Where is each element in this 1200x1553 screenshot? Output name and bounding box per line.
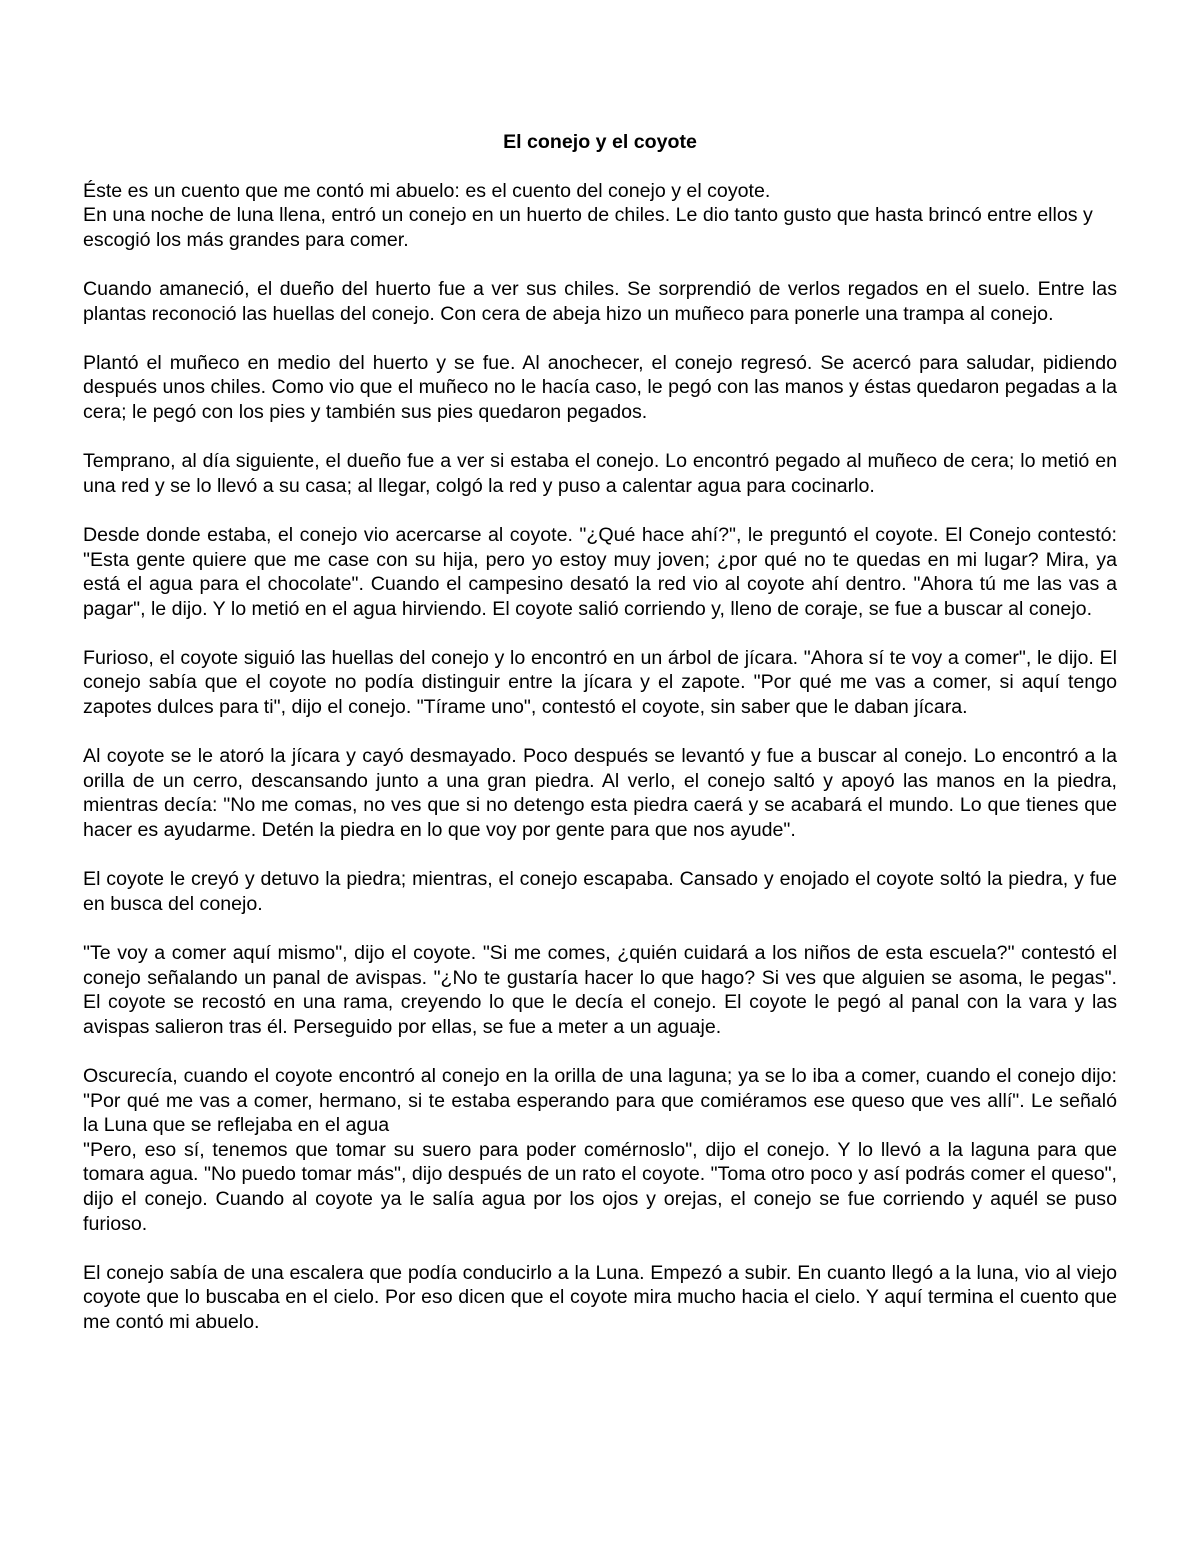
paragraph-suelta-piedra: El coyote le creyó y detuvo la piedra; mientras, el conejo escapaba. Cansado y enojado el coyote soltó la piedra, y fue en busca del conejo.: [83, 868, 1117, 915]
document-title: El conejo y el coyote: [503, 131, 697, 153]
paragraph-intro: Éste es un cuento que me contó mi abuelo: es el cuento del conejo y el coyote.: [83, 179, 771, 202]
paragraph-jicara: Furioso, el coyote siguió las huellas del conejo y lo encontró en un árbol de jícara. "Ahora sí te voy a comer", le dijo. El conejo sabía que el coyote no podía distinguir entre la jícara y el zapote. "Por qué me vas a comer, si aquí tengo zapotes dulces para ti", dijo el conejo. "Tírame uno", contestó el coyote, sin saber que le daban jícara.: [83, 646, 1117, 719]
paragraph-final: El conejo sabía de una escalera que podía conducirlo a la Luna. Empezó a subir. En cuanto llegó a la luna, vio al viejo coyote que lo buscaba en el cielo. Por eso dicen que el coyote mira mucho hacia el cielo. Y aquí termina el cuento que me contó mi abuelo.: [83, 1261, 1117, 1333]
paragraph-coyote-llega: Desde donde estaba, el conejo vio acercarse al coyote. "¿Qué hace ahí?", le preguntó el coyote. El Conejo contestó: "Esta gente quiere que me case con su hija, pero yo estoy muy joven; ¿por qué no te quedas en mi lugar? Mira, ya está el agua para el chocolate". Cuando el campesino desató la red vio al coyote ahí dentro. "Ahora tú me las vas a pagar", le dijo. Y lo metió en el agua hirviendo. El coyote salió corriendo y, lleno de coraje, se fue a buscar al conejo.: [83, 523, 1117, 620]
paragraph-piedra: Al coyote se le atoró la jícara y cayó desmayado. Poco después se levantó y fue a buscar al conejo. Lo encontró a la orilla de un cerro, descansando junto a una gran piedra. Al verlo, el conejo saltó y apoyó las manos en la piedra, mientras decía: "No me comas, no ves que si no detengo esta piedra caerá y se acabará el mundo. Lo que tienes que hacer es ayudarme. Detén la piedra en lo que voy por gente para que nos ayude".: [83, 745, 1117, 842]
paragraph-amanecio: Cuando amaneció, el dueño del huerto fue a ver sus chiles. Se sorprendió de verlos regados en el suelo. Entre las plantas reconoció las huellas del conejo. Con cera de abeja hizo un muñeco para ponerle una trampa al conejo.: [83, 277, 1117, 325]
paragraph-suero: "Pero, eso sí, tenemos que tomar su suero para poder comérnoslo", dijo el conejo. Y lo llevó a la laguna para que tomara agua. "No puedo tomar más", dijo después de un rato el coyote. "Toma otro poco y así podrás comer el queso", dijo el conejo. Cuando al coyote ya le salía agua por los ojos y orejas, el conejo se fue corriendo y aquél se puso furioso.: [83, 1138, 1117, 1235]
paragraph-laguna: Oscurecía, cuando el coyote encontró al conejo en la orilla de una laguna; ya se lo iba a comer, cuando el conejo dijo: "Por qué me vas a comer, hermano, si te estaba esperando para que comiéramos ese queso que ves allí". Le señaló la Luna que se reflejaba en el agua: [83, 1064, 1117, 1137]
paragraph-huerto: En una noche de luna llena, entró un conejo en un huerto de chiles. Le dio tanto gusto que hasta brincó entre ellos y escogió los más grandes para comer.: [83, 204, 1093, 251]
paragraph-avispas: "Te voy a comer aquí mismo", dijo el coyote. "Si me comes, ¿quién cuidará a los niños de esta escuela?" contestó el conejo señalando un panal de avispas. "¿No te gustaría hacer lo que hago? Si ves que alguien se asoma, le pegas". El coyote se recostó en una rama, creyendo lo que le decía el conejo. El coyote le pegó al panal con la vara y las avispas salieron tras él. Perseguido por ellas, se fue a meter a un aguaje.: [83, 942, 1117, 1038]
paragraph-muneco: Plantó el muñeco en medio del huerto y se fue. Al anochecer, el conejo regresó. Se acercó para saludar, pidiendo después unos chiles. Como vio que el muñeco no le hacía caso, le pegó con las manos y éstas quedaron pegadas a la cera; le pegó con los pies y también sus pies quedaron pegados.: [83, 351, 1117, 423]
document-page: [83, 130, 1117, 1359]
paragraph-temprano: Temprano, al día siguiente, el dueño fue a ver si estaba el conejo. Lo encontró pegado al muñeco de cera; lo metió en una red y se lo llevó a su casa; al llegar, colgó la red y puso a calentar agua para cocinarlo.: [83, 450, 1117, 497]
